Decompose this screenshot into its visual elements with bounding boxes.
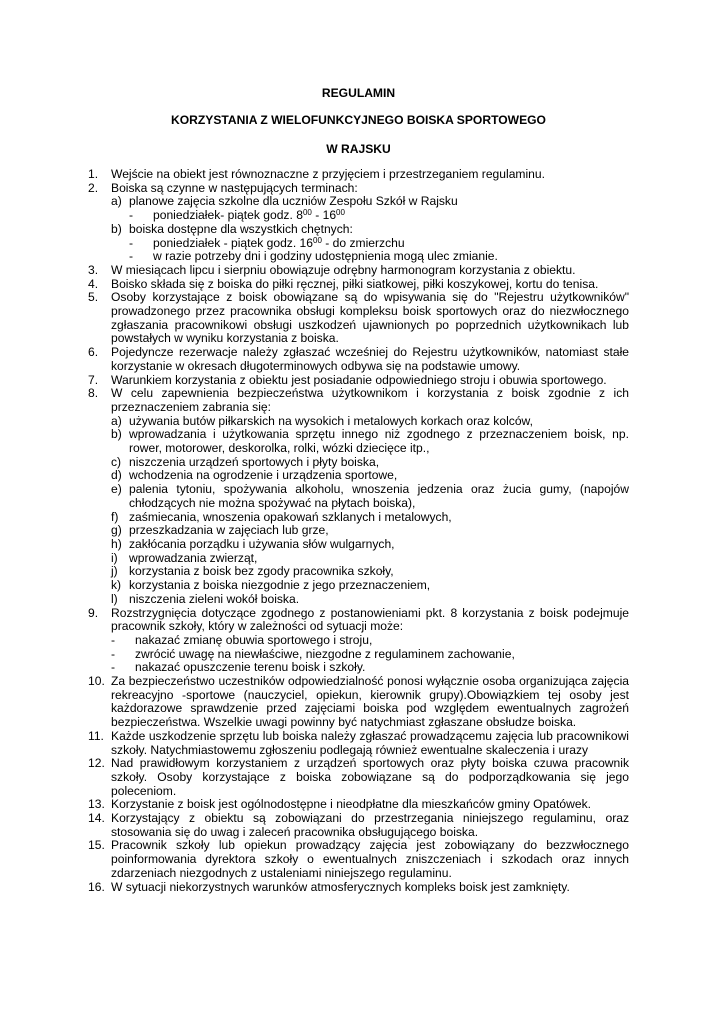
dash-item xyxy=(111,237,629,251)
rule-text: Pojedyncze rezerwacje należy zgłaszać wcześniej do Rejestru użytkowników, natomiast stałe korzystanie w okresach długoterminowych odbywa się na podstawie umowy. xyxy=(111,345,629,373)
rule-item-12 xyxy=(88,757,629,798)
rule-number: 16. xyxy=(88,879,105,894)
rule-text: Boisko składa się z boiska do piłki ręcznej, piłki siatkowej, piłki koszykowej, kortu do tenisa. xyxy=(111,276,599,291)
sub-item xyxy=(111,428,629,455)
rule-item-9 xyxy=(88,607,629,676)
rule-text: Warunkiem korzystania z obiektu jest posiadanie odpowiedniego stroju i obuwia sportowego. xyxy=(111,372,607,387)
sub-item xyxy=(111,538,629,552)
rule-text: Rozstrzygnięcia dotyczące zgodnego z postanowieniami pkt. 8 korzystania z boisk podejmuje pracownik szkoły, który w zależności od sytuacji może: xyxy=(111,605,629,634)
rule-number: 1. xyxy=(88,167,99,181)
sub-item xyxy=(111,552,629,566)
dash-text: w razie potrzeby dni i godziny udostępnienia mogą ulec zmianie. xyxy=(153,249,498,264)
sub-label: a) xyxy=(111,194,122,209)
sub-item xyxy=(111,469,629,483)
rule-item-3 xyxy=(88,264,629,278)
dash-text: zwrócić uwagę na niewłaściwe, niezgodne z regulaminem zachowanie, xyxy=(135,646,515,661)
sub-text: wprowadzania zwierząt, xyxy=(129,550,258,565)
title-location: W RAJSKU xyxy=(326,142,391,156)
sub-text: palenia tytoniu, spożywania alkoholu, wnoszenia jedzenia oraz żucia gumy, (napojów chłodzących nie można spożywać na płytach boiska), xyxy=(129,482,629,510)
rule-text: Osoby korzystające z boisk obowiązane są do wpisywania się do "Rejestru użytkowników" prowadzonego przez pracownika obsługi kompleksu boisk sportowych oraz do niezwłocznego zgłaszania pracownikowi obsługi uszkodzeń ujawnionych po poprzednich użytkownikach lub powstałych w wyniku korzystania z boiska. xyxy=(111,290,629,346)
sub-text: zakłócania porządku i używania słów wulgarnych, xyxy=(129,536,395,551)
rule-text: W miesiącach lipcu i sierpniu obowiązuje odrębny harmonogram korzystania z obiektu. xyxy=(111,262,576,277)
rule-number: 15. xyxy=(88,838,105,853)
sub-label: b) xyxy=(111,427,122,442)
rule-text: Każde uszkodzenie sprzętu lub boiska należy zgłaszać prowadzącemu zajęcia lub pracownikowi szkoły. Natychmiastowemu zgłoszeniu podlegają również ewentualne skaleczenia i urazy xyxy=(111,728,629,757)
sub-label: e) xyxy=(111,482,122,497)
sub-text: wchodzenia na ogrodzenie i urządzenia sportowe, xyxy=(129,468,398,483)
sub-label: f) xyxy=(111,509,119,524)
rule-text: Za bezpieczeństwo uczestników odpowiedzialność ponosi wyłącznie osoba organizująca zajęcia rekreacyjno -sportowe (nauczyciel, opiekun, kierownik grupy).Obowiązkiem tej osoby jest każdorazowe sprawdzenie przed zajęciami boiska pod względem ewentualnych zagrożeń bezpieczeństwa. Wszelkie uwagi powinny być natychmiast zgłaszane obsłudze boiska. xyxy=(111,674,629,730)
rule-item-10 xyxy=(88,675,629,730)
rule-number: 9. xyxy=(88,605,99,620)
rule-item-1 xyxy=(88,168,629,182)
sub-label: b) xyxy=(111,221,122,236)
rule-number: 6. xyxy=(88,345,99,360)
rule-text: W sytuacji niekorzystnych warunków atmosferycznych kompleks boisk jest zamknięty. xyxy=(111,879,570,894)
sub-item xyxy=(111,456,629,470)
rule-item-8 xyxy=(88,387,629,606)
sub-text: przeszkadzania w zajęciach lub grze, xyxy=(129,523,329,538)
sub-item xyxy=(111,565,629,579)
rules-list xyxy=(88,168,629,894)
rule-number: 8. xyxy=(88,386,99,401)
sub-item xyxy=(111,195,629,209)
title-regulamin: REGULAMIN xyxy=(321,86,396,100)
rule-text: Pracownik szkoły lub opiekun prowadzący zajęcia jest zobowiązany do bezzwłocznego poinformowania dyrektora szkoły o ewentualnych zniszczeniach i szkodach oraz innych zdarzeniach niezgodnych z ustaleniami niniejszego regulaminu. xyxy=(111,838,629,880)
sub-text: zaśmiecania, wnoszenia opakowań szklanych i metalowych, xyxy=(129,509,452,524)
rule-item-14 xyxy=(88,812,629,839)
dash-mark: - xyxy=(129,208,134,223)
dash-mark: - xyxy=(129,249,134,264)
sub-label: i) xyxy=(111,550,118,565)
rule-item-5 xyxy=(88,291,629,346)
rule-number: 5. xyxy=(88,290,99,305)
rule-number: 4. xyxy=(88,276,99,291)
sub-item xyxy=(111,579,629,593)
sub-text: planowe zajęcia szkolne dla uczniów Zespołu Szkół w Rajsku xyxy=(129,194,458,209)
dash-text: nakazać opuszczenie terenu boisk i szkoły. xyxy=(135,660,366,675)
sub-label: g) xyxy=(111,523,122,538)
rule-item-4 xyxy=(88,278,629,292)
rule-number: 12. xyxy=(88,756,105,771)
dash-mark: - xyxy=(111,646,116,661)
sub-text: używania butów piłkarskich na wysokich i metalowych korkach oraz kolców, xyxy=(129,413,533,428)
rule-text: Korzystanie z boisk jest ogólnodostępne i nieodpłatne dla mieszkańców gminy Opatówek. xyxy=(111,797,591,812)
dash-text: poniedziałek - piątek godz. $16^{00}$ - do zmierzchu xyxy=(153,235,405,250)
rule-item-2 xyxy=(88,182,629,264)
sub-item xyxy=(111,593,629,607)
sub-label: a) xyxy=(111,413,122,428)
dash-text: poniedziałek- piątek godz. $8^{00} - 16^{00}$ xyxy=(153,208,345,223)
dash-mark: - xyxy=(111,632,116,647)
sub-text: korzystania z boiska niezgodnie z jego przeznaczeniem, xyxy=(129,578,431,593)
rule-item-11 xyxy=(88,730,629,757)
rule-number: 3. xyxy=(88,262,99,277)
rule-text: Boiska są czynne w następujących terminach: xyxy=(111,180,358,195)
rule-number: 11. xyxy=(88,728,104,743)
rule-number: 13. xyxy=(88,797,105,812)
rule-item-7 xyxy=(88,374,629,388)
rule-item-16 xyxy=(88,881,629,895)
sub-text: wprowadzania i użytkowania sprzętu innego niż zgodnego z przeznaczeniem boisk, np. rower, motorower, deskorolka, rolki, wózki dziecięce itp., xyxy=(129,427,629,456)
rule-text: Wejście na obiekt jest równoznaczne z przyjęciem i przestrzeganiem regulaminu. xyxy=(111,167,545,181)
sub-item xyxy=(111,415,629,429)
sub-label: d) xyxy=(111,468,122,483)
rule-text: Nad prawidłowym korzystaniem z urządzeń sportowych oraz płyty boiska czuwa pracownik szkoły. Osoby korzystające z boiska zobowiązane są do podporządkowania się jego poleceniom. xyxy=(111,756,629,798)
sub-label: l) xyxy=(111,591,118,606)
dash-mark: - xyxy=(129,235,134,250)
sub-text: boiska dostępne dla wszystkich chętnych: xyxy=(129,221,353,236)
rule-number: 14. xyxy=(88,811,105,826)
sub-label: c) xyxy=(111,454,122,469)
title-subject: KORZYSTANIA Z WIELOFUNKCYJNEGO BOISKA SPORTOWEGO xyxy=(171,113,546,127)
sub-item xyxy=(111,483,629,510)
rule-number: 10. xyxy=(88,674,105,689)
sub-item xyxy=(111,511,629,525)
dash-item xyxy=(111,661,629,675)
sub-item xyxy=(111,524,629,538)
dash-mark: - xyxy=(111,660,116,675)
rule-item-15 xyxy=(88,839,629,880)
dash-item xyxy=(111,250,629,264)
sub-text: korzystania z boisk bez zgody pracownika szkoły, xyxy=(129,564,394,579)
rule-text: W celu zapewnienia bezpieczeństwa użytkownikom i korzystania z boisk zgodnie z ich przeznaczeniem zabrania się: xyxy=(111,386,629,414)
sub-label: j) xyxy=(111,564,118,579)
rule-number: 7. xyxy=(88,372,99,387)
dash-text: nakazać zmianę obuwia sportowego i stroju, xyxy=(135,632,373,647)
sub-label: k) xyxy=(111,578,122,593)
rule-item-6 xyxy=(88,346,629,373)
sub-text: niszczenia zieleni wokół boiska. xyxy=(129,591,300,606)
rule-item-13 xyxy=(88,798,629,812)
rule-number: 2. xyxy=(88,180,99,195)
sub-label: h) xyxy=(111,536,122,551)
dash-item xyxy=(111,634,629,648)
sub-text: niszczenia urządzeń sportowych i płyty boiska, xyxy=(129,454,380,469)
dash-item xyxy=(111,648,629,662)
dash-item xyxy=(111,209,629,223)
sub-item xyxy=(111,223,629,237)
rule-text: Korzystający z obiektu są zobowiązani do przestrzegania niniejszego regulaminu, oraz stosowania się do uwag i zaleceń pracownika obsługującego boiska. xyxy=(111,811,629,839)
